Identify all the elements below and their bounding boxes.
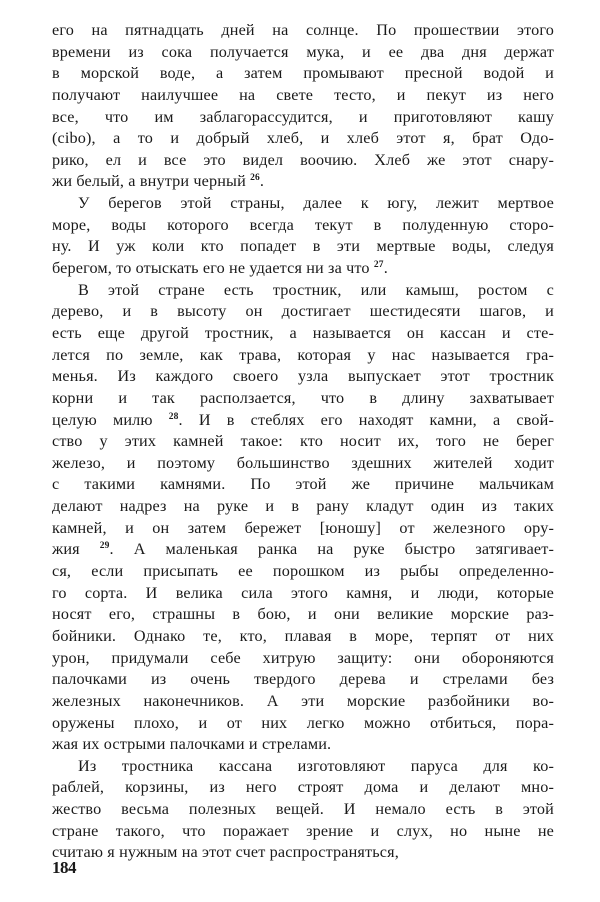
text-line: есть еще другой тростник, а называется он кассан и сте- (52, 323, 554, 342)
text-line: палочками из очень твердого дерева и стрелами без (52, 670, 554, 689)
text-line: Из тростника кассана изготовляют паруса для ко- (78, 756, 554, 775)
footnote-ref: 27 (373, 260, 384, 271)
page-number: 184 (52, 858, 76, 877)
text-line: ся, если присыпать ее порошком из рыбы определенно- (52, 562, 554, 581)
text-line: лется по земле, как трава, которая у нас называется гра- (52, 345, 554, 364)
footnote-ref: 29 (99, 541, 110, 552)
footnote-ref: 28 (168, 411, 179, 422)
footnote-ref: 26 (250, 173, 260, 184)
text-line: море, воды которого всегда текут в полуденную сторо- (52, 215, 554, 234)
text-line: менья. Из каждого своего узла выпускает этот тростник (52, 367, 554, 386)
text-line: железо, и поэтому большинство здешних жителей ходит (52, 453, 554, 472)
paragraph-1 (52, 20, 554, 193)
text-line: У берегов этой страны, далее к югу, лежит мертвое (78, 194, 554, 213)
text-line: В этой стране есть тростник, или камыш, ростом с (78, 280, 554, 299)
paragraph-4 (52, 756, 554, 864)
text-line: жи белый, а внутри черный $^{26}$. (52, 172, 265, 191)
text-line: носят его, страшны в бою, и они великие морские раз- (52, 605, 554, 624)
text-line: все, что им заблагорассудится, и приготовляют кашу (52, 107, 554, 126)
text-line: жия $^{29}$. А маленькая ранка на руке быстро затягивает- (52, 540, 554, 559)
text-line: го сорта. И велика сила этого камня, и люди, которые (52, 583, 554, 602)
text-line: времени из сока получается мука, и ее два дня держат (52, 42, 554, 61)
text-line: берегом, то отыскать его не удается ни за что $^{27}$. (52, 259, 388, 278)
text-line: урон, придумали себе хитрую защиту: они обороняются (52, 648, 554, 667)
text-line: целую милю $^{28}$. И в стеблях его находят камни, а свой- (52, 410, 554, 429)
text-line: жая их острыми палочками и стрелами. (52, 735, 332, 754)
paragraph-3 (52, 280, 554, 756)
text-line: считаю я нужным на этот счет распространяться, (52, 843, 399, 862)
text-line: корни и так расползается, что в длину захватывает (52, 388, 554, 407)
text-line: жество весьма полезных вещей. И немало есть в этой (52, 800, 554, 819)
text-line: бойники. Однако те, кто, плавая в море, терпят от них (52, 626, 554, 645)
book-page-text (52, 20, 554, 864)
text-line: камней, и он затем бережет [юношу] от железного ору- (52, 518, 554, 537)
text-line: рико, ел и все это видел воочию. Хлеб же этот снару- (52, 150, 554, 169)
text-line: с такими камнями. По этой же причине мальчикам (52, 475, 554, 494)
text-line: его на пятнадцать дней на солнце. По прошествии этого (52, 21, 554, 39)
paragraph-2 (52, 193, 554, 280)
text-line: дерево, и в высоту он достигает шестидесяти шагов, и (52, 302, 554, 321)
text-line: ство у этих камней такое: кто носит их, того не берег (52, 432, 554, 451)
text-line: (cibo), а то и добрый хлеб, и хлеб этот я, брат Одо- (52, 129, 554, 148)
text-line: раблей, корзины, из него строят дома и делают мно- (52, 778, 554, 797)
text-line: железных наконечников. А эти морские разбойники во- (52, 691, 554, 710)
text-line: получают наилучшее на свете тесто, и пекут из него (52, 85, 554, 104)
text-line: ну. И уж коли кто попадет в эти мертвые воды, следуя (52, 237, 554, 256)
text-line: в морской воде, а затем промывают пресной водой и (52, 64, 554, 83)
text-line: делают надрез на руке и в рану кладут один из таких (52, 497, 554, 516)
text-line: оружены плохо, и от них легко можно отбиться, пора- (52, 713, 554, 732)
text-line: стране такого, что поражает зрение и слух, но ныне не (52, 821, 554, 840)
